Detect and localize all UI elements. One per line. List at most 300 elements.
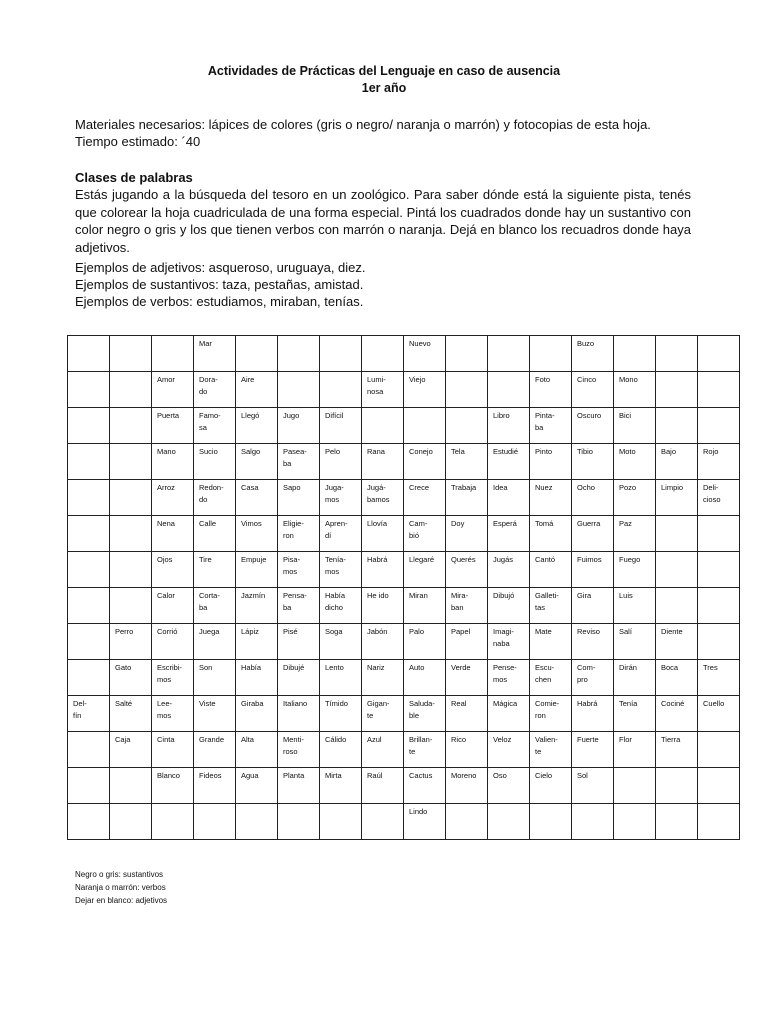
grid-cell[interactable] [110, 444, 152, 480]
grid-cell[interactable] [404, 696, 446, 732]
grid-cell[interactable] [152, 804, 194, 840]
grid-row [68, 444, 740, 480]
grid-cell[interactable] [698, 624, 740, 660]
grid-cell[interactable] [698, 516, 740, 552]
grid-cell[interactable] [404, 408, 446, 444]
grid-cell[interactable] [614, 588, 656, 624]
grid-cell[interactable] [278, 552, 320, 588]
example-nouns: Ejemplos de sustantivos: taza, pestañas, amistad. [75, 277, 364, 292]
grid-cell-word [278, 336, 319, 338]
grid-cell-word [572, 804, 613, 806]
grid-cell[interactable] [194, 552, 236, 588]
grid-cell[interactable] [68, 732, 110, 768]
grid-cell-word [152, 336, 193, 338]
grid-cell[interactable] [194, 444, 236, 480]
grid-row [68, 552, 740, 588]
grid-cell[interactable] [698, 336, 740, 372]
grid-cell[interactable] [320, 660, 362, 696]
grid-cell[interactable] [572, 444, 614, 480]
grid-cell[interactable] [362, 624, 404, 660]
grid-cell[interactable] [656, 624, 698, 660]
grid-cell[interactable] [110, 480, 152, 516]
grid-cell[interactable] [110, 696, 152, 732]
grid-cell[interactable] [278, 444, 320, 480]
grid-cell[interactable] [404, 336, 446, 372]
grid-cell[interactable] [236, 732, 278, 768]
grid-cell[interactable] [656, 480, 698, 516]
grid-cell[interactable] [488, 552, 530, 588]
grid-cell[interactable] [278, 732, 320, 768]
grid-cell[interactable] [572, 588, 614, 624]
grid-cell[interactable] [446, 804, 488, 840]
grid-cell[interactable] [236, 696, 278, 732]
grid-cell-word: Llovía [367, 519, 388, 528]
grid-cell[interactable] [446, 480, 488, 516]
grid-cell[interactable] [404, 372, 446, 408]
grid-cell[interactable] [656, 408, 698, 444]
grid-cell[interactable] [362, 732, 404, 768]
grid-cell[interactable] [698, 660, 740, 696]
grid-cell[interactable] [614, 696, 656, 732]
grid-cell[interactable] [572, 660, 614, 696]
grid-cell-word: Blanco [157, 771, 180, 780]
grid-cell[interactable] [68, 696, 110, 732]
grid-cell[interactable] [488, 516, 530, 552]
grid-cell[interactable] [488, 624, 530, 660]
grid-cell[interactable] [320, 516, 362, 552]
grid-cell[interactable] [68, 372, 110, 408]
grid-cell[interactable] [446, 516, 488, 552]
grid-cell[interactable] [362, 696, 404, 732]
grid-cell-word [656, 552, 697, 554]
grid-cell[interactable] [614, 408, 656, 444]
grid-cell[interactable] [530, 732, 572, 768]
legend-adjectives: Dejar en blanco: adjetivos [75, 896, 168, 905]
grid-cell[interactable] [194, 732, 236, 768]
grid-cell[interactable] [530, 516, 572, 552]
grid-cell[interactable] [320, 480, 362, 516]
grid-cell[interactable] [362, 444, 404, 480]
grid-cell[interactable] [152, 624, 194, 660]
grid-cell[interactable] [572, 372, 614, 408]
grid-cell[interactable] [152, 480, 194, 516]
grid-cell[interactable] [110, 804, 152, 840]
grid-cell-word [614, 768, 655, 770]
grid-cell-word [68, 372, 109, 374]
grid-cell[interactable] [236, 660, 278, 696]
grid-cell[interactable] [614, 768, 656, 804]
grid-cell[interactable] [572, 696, 614, 732]
grid-cell[interactable] [446, 408, 488, 444]
grid-cell[interactable] [110, 660, 152, 696]
grid-cell[interactable] [488, 804, 530, 840]
grid-cell-word: Moreno [451, 771, 477, 780]
grid-cell-word: Veloz [493, 735, 512, 744]
grid-cell[interactable] [110, 372, 152, 408]
grid-cell[interactable] [68, 444, 110, 480]
grid-cell[interactable] [68, 516, 110, 552]
grid-cell[interactable] [698, 372, 740, 408]
grid-cell[interactable] [320, 804, 362, 840]
grid-cell[interactable] [614, 552, 656, 588]
grid-cell-word: Llegaré [409, 555, 435, 564]
grid-cell[interactable] [362, 588, 404, 624]
grid-cell[interactable] [404, 480, 446, 516]
grid-cell[interactable] [530, 408, 572, 444]
grid-cell-word [68, 660, 109, 662]
grid-cell[interactable] [656, 732, 698, 768]
grid-cell[interactable] [194, 588, 236, 624]
grid-cell[interactable] [698, 408, 740, 444]
grid-cell[interactable] [656, 588, 698, 624]
grid-cell[interactable] [614, 480, 656, 516]
grid-cell[interactable] [446, 660, 488, 696]
grid-cell[interactable] [236, 480, 278, 516]
grid-cell[interactable] [278, 696, 320, 732]
grid-cell[interactable] [320, 336, 362, 372]
grid-cell-word [488, 372, 529, 374]
grid-cell-word [698, 552, 739, 554]
grid-cell-word: Tire [199, 555, 212, 564]
grid-cell-word [698, 408, 739, 410]
grid-cell[interactable] [488, 480, 530, 516]
grid-cell-word: Reviso [577, 627, 600, 636]
grid-cell-word [656, 408, 697, 410]
grid-cell[interactable] [698, 444, 740, 480]
grid-cell-word: Cuello [703, 699, 725, 708]
grid-cell[interactable] [152, 732, 194, 768]
grid-cell[interactable] [656, 372, 698, 408]
grid-cell[interactable] [404, 516, 446, 552]
grid-cell-word [446, 336, 487, 338]
grid-cell[interactable] [152, 408, 194, 444]
grid-cell-word: Amor [157, 375, 175, 384]
grid-cell[interactable] [194, 408, 236, 444]
grid-cell[interactable] [656, 336, 698, 372]
grid-cell[interactable] [404, 732, 446, 768]
grid-cell[interactable] [614, 336, 656, 372]
grid-cell[interactable] [68, 480, 110, 516]
grid-cell-word: Dora- do [199, 375, 218, 396]
grid-cell[interactable] [488, 696, 530, 732]
grid-cell[interactable] [236, 336, 278, 372]
grid-cell[interactable] [110, 516, 152, 552]
grid-cell[interactable] [68, 588, 110, 624]
grid-cell[interactable] [698, 552, 740, 588]
grid-cell-word [656, 804, 697, 806]
grid-cell[interactable] [152, 372, 194, 408]
grid-cell[interactable] [614, 444, 656, 480]
grid-cell[interactable] [236, 768, 278, 804]
grid-cell[interactable] [362, 768, 404, 804]
grid-cell[interactable] [572, 516, 614, 552]
grid-cell[interactable] [152, 696, 194, 732]
grid-cell-word [68, 588, 109, 590]
grid-cell[interactable] [152, 588, 194, 624]
grid-cell[interactable] [656, 804, 698, 840]
grid-cell[interactable] [446, 336, 488, 372]
grid-cell[interactable] [656, 768, 698, 804]
grid-cell-word [68, 552, 109, 554]
grid-cell[interactable] [488, 588, 530, 624]
grid-cell[interactable] [68, 624, 110, 660]
example-adjectives: Ejemplos de adjetivos: asqueroso, uruguaya, diez. [75, 260, 366, 275]
grid-cell[interactable] [278, 768, 320, 804]
grid-cell[interactable] [698, 480, 740, 516]
grid-cell[interactable] [572, 804, 614, 840]
grid-cell-word: Bici [619, 411, 632, 420]
grid-cell-word: Miran [409, 591, 428, 600]
grid-cell-word: Mate [535, 627, 552, 636]
grid-cell[interactable] [656, 444, 698, 480]
grid-cell[interactable] [530, 696, 572, 732]
grid-cell-word: Lento [325, 663, 344, 672]
grid-cell[interactable] [278, 480, 320, 516]
grid-cell[interactable] [194, 768, 236, 804]
grid-cell[interactable] [110, 408, 152, 444]
grid-cell[interactable] [656, 696, 698, 732]
grid-cell[interactable] [614, 804, 656, 840]
grid-cell[interactable] [362, 660, 404, 696]
grid-cell[interactable] [488, 768, 530, 804]
grid-cell[interactable] [404, 804, 446, 840]
grid-cell[interactable] [194, 336, 236, 372]
grid-cell-word: Fideos [199, 771, 222, 780]
grid-cell[interactable] [530, 588, 572, 624]
grid-cell-word: Bajo [661, 447, 677, 456]
grid-cell-word: Rojo [703, 447, 719, 456]
grid-cell-word: Caja [115, 735, 131, 744]
grid-cell[interactable] [320, 732, 362, 768]
grid-cell[interactable] [488, 372, 530, 408]
grid-cell[interactable] [488, 444, 530, 480]
grid-cell[interactable] [404, 588, 446, 624]
grid-cell[interactable] [572, 408, 614, 444]
grid-cell-word [278, 372, 319, 374]
grid-cell[interactable] [614, 624, 656, 660]
grid-cell[interactable] [530, 552, 572, 588]
grid-cell[interactable] [278, 660, 320, 696]
grid-cell[interactable] [278, 804, 320, 840]
grid-cell[interactable] [446, 624, 488, 660]
grid-cell-word: Sucio [199, 447, 218, 456]
grid-cell-word: Brillan- te [409, 735, 433, 756]
grid-cell-word [530, 804, 571, 806]
grid-cell-word [68, 480, 109, 482]
grid-cell[interactable] [68, 804, 110, 840]
grid-cell[interactable] [110, 768, 152, 804]
grid-cell[interactable] [530, 804, 572, 840]
grid-cell[interactable] [362, 336, 404, 372]
grid-cell[interactable] [110, 624, 152, 660]
grid-cell[interactable] [320, 372, 362, 408]
grid-cell-word [656, 336, 697, 338]
grid-cell-word [68, 408, 109, 410]
grid-cell-word: Tierra [661, 735, 681, 744]
grid-cell-word: Nena [157, 519, 175, 528]
grid-cell[interactable] [530, 372, 572, 408]
grid-cell[interactable] [68, 408, 110, 444]
grid-cell[interactable] [194, 804, 236, 840]
grid-cell[interactable] [362, 408, 404, 444]
grid-cell-word: Viejo [409, 375, 426, 384]
grid-cell[interactable] [152, 444, 194, 480]
grid-cell-word [68, 444, 109, 446]
grid-cell[interactable] [614, 660, 656, 696]
grid-cell[interactable] [68, 768, 110, 804]
grid-cell[interactable] [320, 624, 362, 660]
grid-cell-word: Aire [241, 375, 255, 384]
grid-cell-word: Jabón [367, 627, 388, 636]
grid-cell[interactable] [110, 732, 152, 768]
grid-cell[interactable] [362, 372, 404, 408]
grid-cell[interactable] [530, 480, 572, 516]
grid-cell-word: Pasea- ba [283, 447, 307, 468]
grid-cell[interactable] [68, 552, 110, 588]
grid-cell-word: Cociné [661, 699, 685, 708]
grid-cell[interactable] [572, 480, 614, 516]
grid-cell-word [362, 336, 403, 338]
grid-cell[interactable] [278, 408, 320, 444]
grid-cell[interactable] [362, 552, 404, 588]
grid-cell-word [656, 768, 697, 770]
grid-cell[interactable] [236, 552, 278, 588]
grid-cell[interactable] [404, 624, 446, 660]
grid-cell[interactable] [320, 696, 362, 732]
grid-cell[interactable] [488, 732, 530, 768]
grid-cell[interactable] [110, 336, 152, 372]
grid-cell-word: Nuez [535, 483, 553, 492]
grid-cell[interactable] [194, 372, 236, 408]
grid-cell-word: Mono [619, 375, 638, 384]
grid-cell[interactable] [110, 552, 152, 588]
grid-cell[interactable] [194, 624, 236, 660]
grid-cell[interactable] [446, 696, 488, 732]
grid-cell[interactable] [530, 336, 572, 372]
grid-cell[interactable] [152, 336, 194, 372]
grid-cell[interactable] [152, 768, 194, 804]
grid-cell[interactable] [530, 768, 572, 804]
grid-cell[interactable] [698, 696, 740, 732]
grid-cell[interactable] [320, 444, 362, 480]
grid-cell[interactable] [656, 516, 698, 552]
grid-cell[interactable] [236, 588, 278, 624]
grid-cell-word: Corrió [157, 627, 178, 636]
grid-cell[interactable] [236, 804, 278, 840]
grid-cell-word: Cantó [535, 555, 556, 564]
grid-cell[interactable] [152, 516, 194, 552]
grid-cell[interactable] [320, 588, 362, 624]
grid-cell-word: Nuevo [409, 339, 431, 348]
grid-cell-word: Jugás [493, 555, 514, 564]
grid-cell[interactable] [320, 768, 362, 804]
grid-cell[interactable] [446, 588, 488, 624]
grid-cell[interactable] [488, 660, 530, 696]
grid-cell[interactable] [572, 732, 614, 768]
grid-cell[interactable] [362, 480, 404, 516]
grid-cell[interactable] [446, 552, 488, 588]
grid-cell[interactable] [530, 624, 572, 660]
grid-row [68, 804, 740, 840]
grid-cell-word: Mano [157, 447, 176, 456]
grid-cell[interactable] [530, 660, 572, 696]
grid-cell[interactable] [68, 336, 110, 372]
grid-cell[interactable] [530, 444, 572, 480]
grid-cell-word: Idea [493, 483, 508, 492]
grid-cell-word: Vimos [241, 519, 262, 528]
grid-cell[interactable] [404, 552, 446, 588]
grid-cell[interactable] [614, 372, 656, 408]
grid-cell[interactable] [404, 768, 446, 804]
grid-cell[interactable] [698, 588, 740, 624]
grid-cell[interactable] [698, 804, 740, 840]
grid-cell[interactable] [362, 516, 404, 552]
grid-cell[interactable] [278, 516, 320, 552]
grid-cell[interactable] [404, 660, 446, 696]
grid-cell[interactable] [320, 408, 362, 444]
grid-cell[interactable] [278, 372, 320, 408]
grid-row [68, 696, 740, 732]
grid-cell-word: Italiano [283, 699, 308, 708]
grid-cell[interactable] [362, 804, 404, 840]
grid-cell[interactable] [320, 552, 362, 588]
grid-cell[interactable] [152, 660, 194, 696]
grid-cell[interactable] [698, 732, 740, 768]
grid-cell-word: Libro [493, 411, 510, 420]
grid-cell[interactable] [278, 336, 320, 372]
grid-cell[interactable] [194, 516, 236, 552]
grid-cell[interactable] [446, 768, 488, 804]
grid-cell-word: Tenía [619, 699, 638, 708]
grid-cell-word [110, 480, 151, 482]
grid-cell[interactable] [572, 768, 614, 804]
grid-cell[interactable] [236, 444, 278, 480]
grid-cell[interactable] [614, 516, 656, 552]
grid-cell-word: Pinta- ba [535, 411, 555, 432]
grid-cell-word: Difícil [325, 411, 344, 420]
grid-cell[interactable] [236, 516, 278, 552]
grid-cell[interactable] [698, 768, 740, 804]
grid-cell[interactable] [656, 660, 698, 696]
grid-cell-word [488, 336, 529, 338]
grid-cell[interactable] [488, 408, 530, 444]
grid-cell[interactable] [446, 444, 488, 480]
grid-cell[interactable] [236, 408, 278, 444]
grid-cell[interactable] [446, 372, 488, 408]
grid-cell[interactable] [68, 660, 110, 696]
grid-cell-word: Tela [451, 447, 465, 456]
grid-cell-word: Gigan- te [367, 699, 390, 720]
grid-cell[interactable] [236, 372, 278, 408]
grid-cell[interactable] [488, 336, 530, 372]
grid-cell[interactable] [278, 624, 320, 660]
grid-cell[interactable] [236, 624, 278, 660]
grid-cell[interactable] [614, 732, 656, 768]
grid-cell[interactable] [278, 588, 320, 624]
grid-cell[interactable] [194, 480, 236, 516]
grid-cell[interactable] [572, 336, 614, 372]
grid-cell[interactable] [572, 624, 614, 660]
grid-cell-word [446, 804, 487, 806]
grid-cell[interactable] [110, 588, 152, 624]
grid-cell[interactable] [404, 444, 446, 480]
grid-cell[interactable] [194, 660, 236, 696]
grid-cell[interactable] [572, 552, 614, 588]
grid-cell[interactable] [656, 552, 698, 588]
grid-cell[interactable] [194, 696, 236, 732]
grid-cell[interactable] [446, 732, 488, 768]
grid-cell[interactable] [152, 552, 194, 588]
